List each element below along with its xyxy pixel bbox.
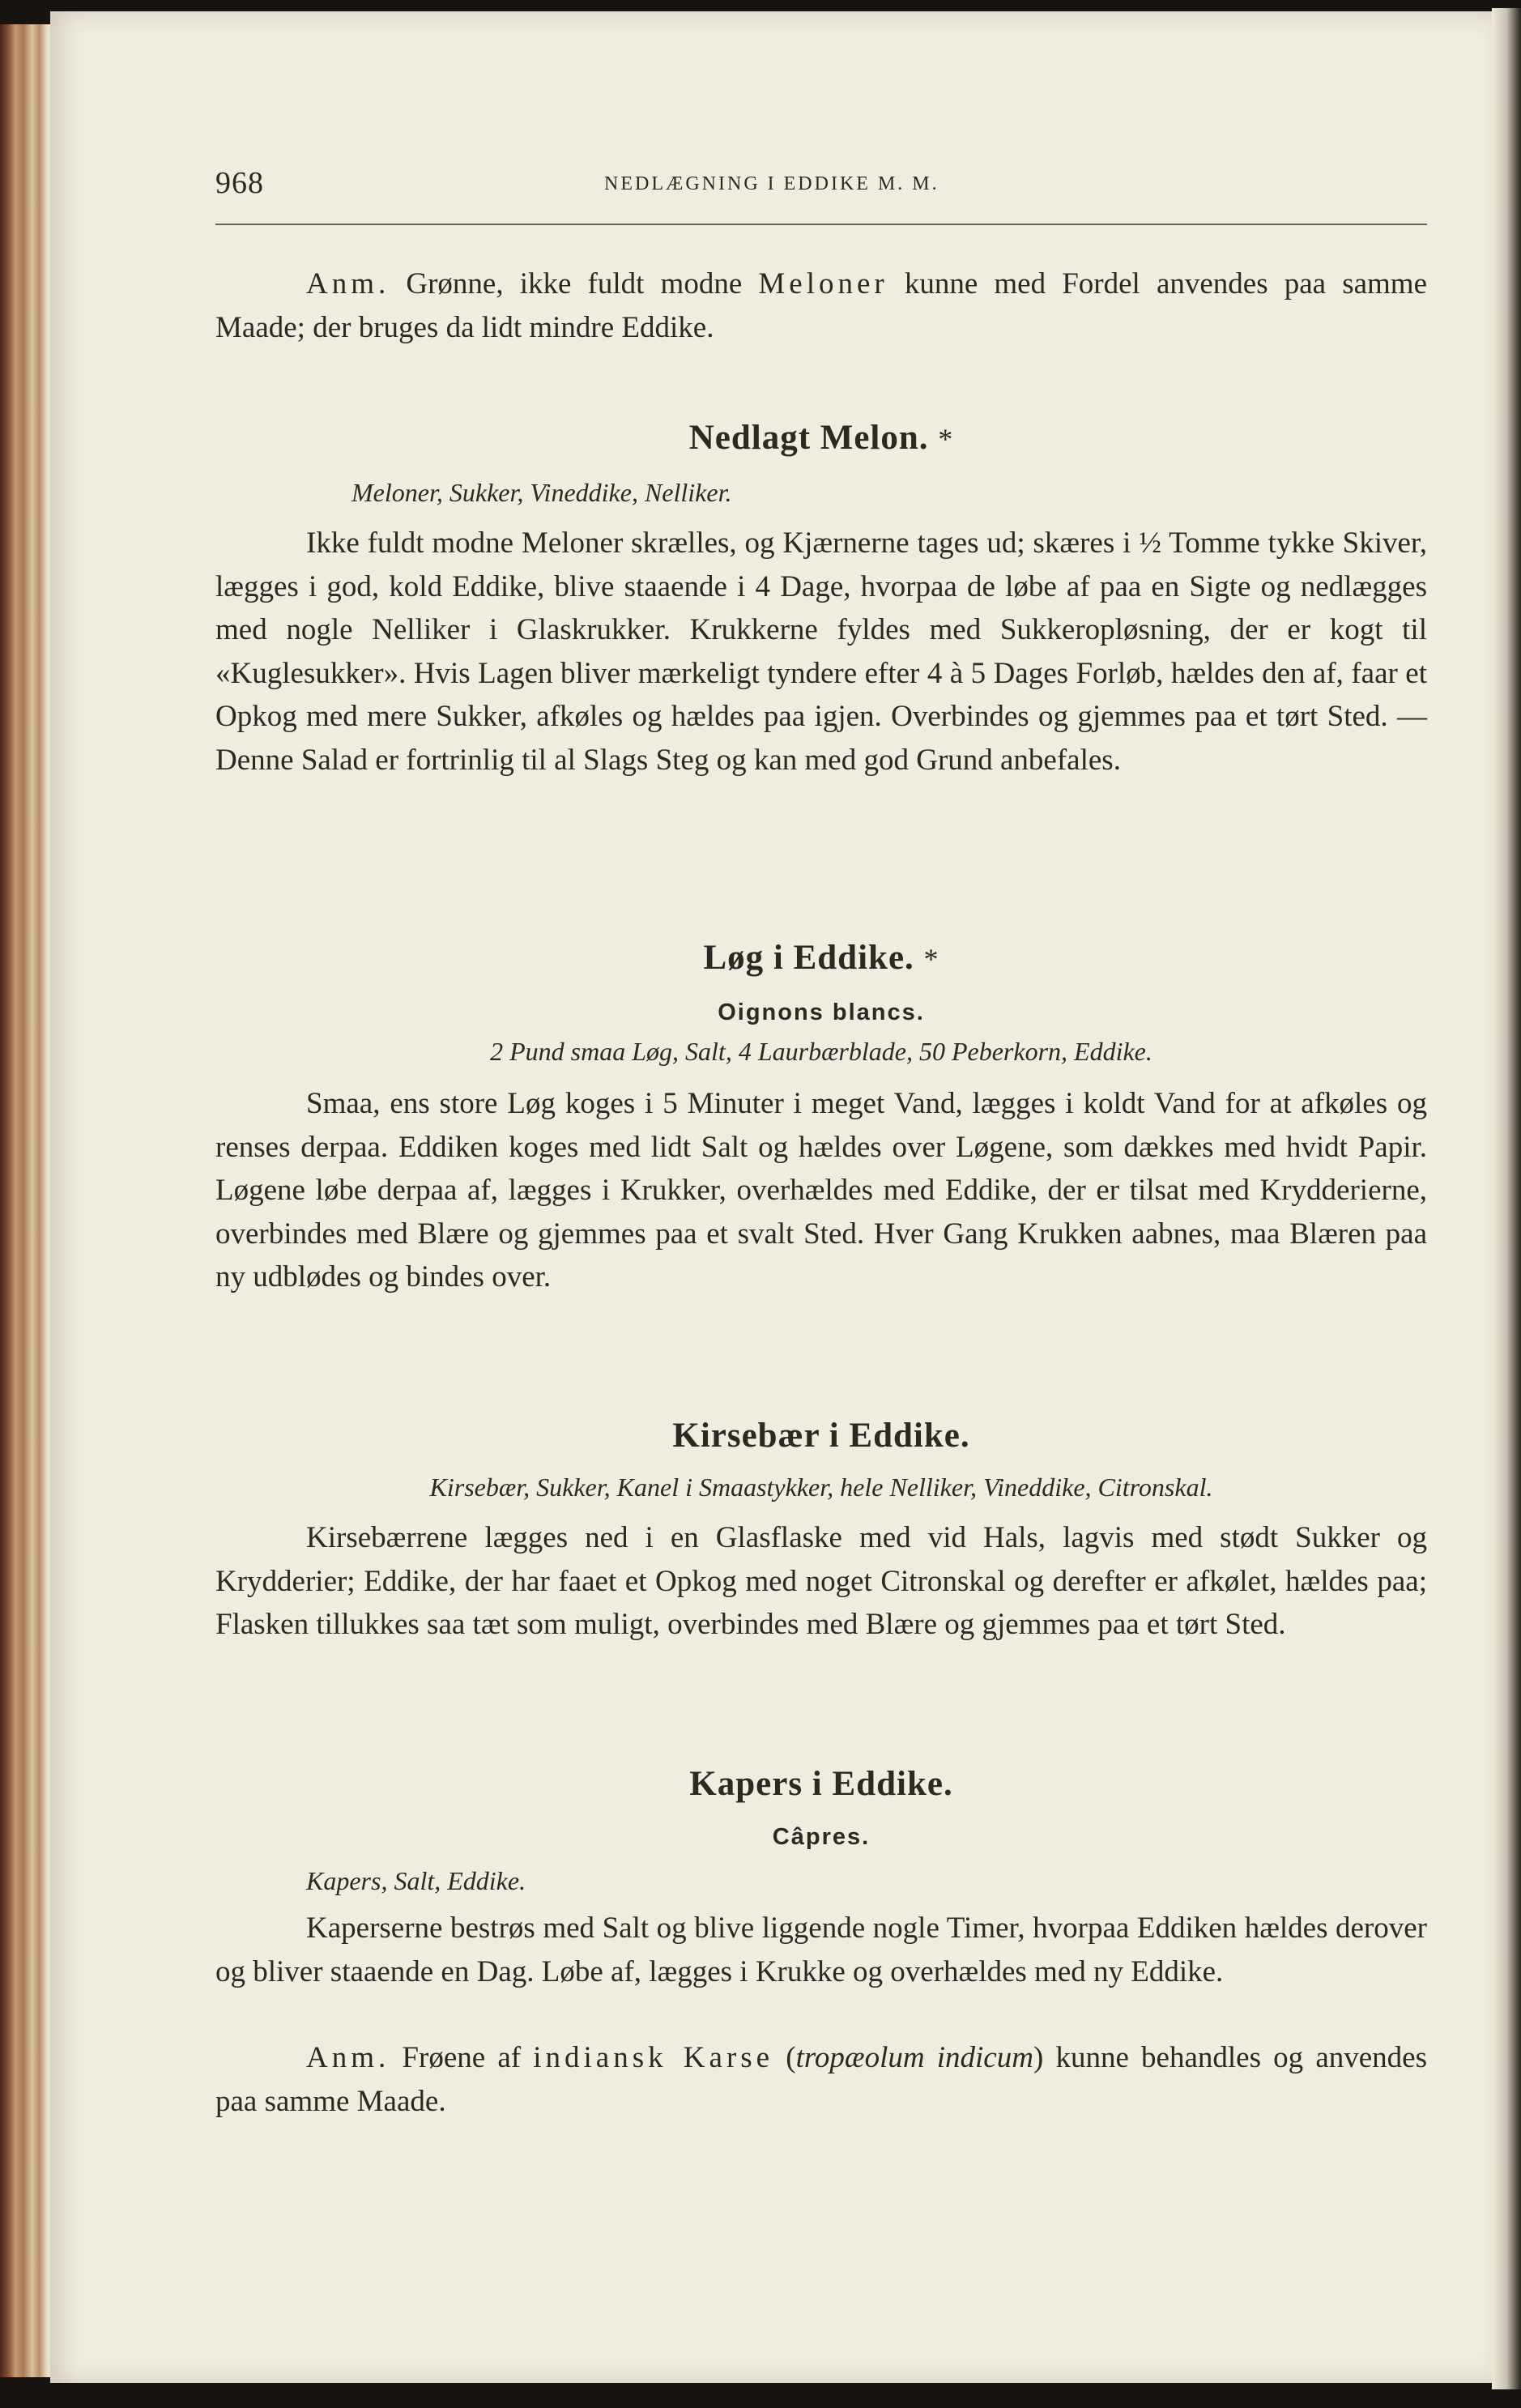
intro-note: Anm. Grønne, ikke fuldt modne Meloner kunne med Fordel anvendes paa samme Maade; der bruges da lidt mindre Eddike. bbox=[215, 267, 1428, 344]
recipe-title: Kapers i Eddike. bbox=[689, 1765, 953, 1803]
recipe-body: Ikke fuldt modne Meloner skrælles, og Kjærnerne tages ud; skæres i ½ Tomme tykke Skiver, lægges i god, kold Eddike, blive staaende i 4 Dage, hvorpaa de løbe af paa en Sigte og nedlægges med nogle Nelliker i Glaskrukker. Krukkerne fyldes med Sukkeropløsning, der er kogt til «Kuglesukker». Hvis Lagen bliver mærkeligt tyndere efter 4 à 5 Dages Forløb, hældes den af, faar et Opkog med mere Sukker, afkøles og hældes paa igjen. Overbindes og gjemmes paa et tørt Sted. — Denne Salad er fortrinlig til al Slags Steg og kan med god Grund anbefales. bbox=[215, 526, 1427, 777]
recipe-body: Smaa, ens store Løg koges i 5 Minuter i meget Vand, lægges i koldt Vand for at afkøles og renses derpaa. Eddiken koges med lidt Salt og hældes over Løgene, som dækkes med hvidt Papir. Løgene løbe derpaa af, lægges i Krukker, overhældes med Eddike, der er tilsat med Krydderierne, overbindes med Blære og gjemmes paa et svalt Sted. Hver Gang Krukken aabnes, maa Blæren paa ny udblødes og bindes over. bbox=[215, 1087, 1427, 1294]
book-spine-edge bbox=[0, 24, 52, 2377]
page-number: 968 bbox=[215, 166, 264, 200]
note-emphasis: indiansk Karse bbox=[533, 2041, 774, 2074]
running-head-title: NEDLÆGNING I EDDIKE M. M. bbox=[604, 173, 939, 194]
recipe-ingredients: 2 Pund smaa Løg, Salt, 4 Laurbærblade, 50 Peberkorn, Eddike. bbox=[490, 1037, 1152, 1066]
recipe-title: Løg i Eddike. * bbox=[703, 939, 939, 977]
final-note: Anm. Frøene af indiansk Karse (tropæolum indicum) kunne behandles og anvendes paa samme Maade. bbox=[215, 2041, 1427, 2118]
note-emphasis: Meloner bbox=[758, 267, 888, 300]
recipe-title: Nedlagt Melon. * bbox=[688, 419, 954, 457]
recipe-ingredients: Kirsebær, Sukker, Kanel i Smaastykker, hele Nelliker, Vineddike, Citronskal. bbox=[429, 1473, 1213, 1502]
recipe-body: Kaperserne bestrøs med Salt og blive liggende nogle Timer, hvorpaa Eddiken hældes derover og bliver staaende en Dag. Løbe af, lægges i Krukke og overhældes med ny Eddike. bbox=[215, 1911, 1427, 1988]
recipe-ingredients: Meloner, Sukker, Vineddike, Nelliker. bbox=[351, 478, 732, 507]
recipe-ingredients: Kapers, Salt, Eddike. bbox=[306, 1866, 526, 1895]
recipe-kapers-i-eddike bbox=[215, 1762, 1427, 1806]
recipe-body: Kirsebærrene lægges ned i en Glasflaske med vid Hals, lagvis med stødt Sukker og Krydderier; Eddike, der har faaet et Opkog med noget Citronskal og derefter er afkølet, hældes paa; Flasken tillukkes saa tæt som muligt, overbindes med Blære og gjemmes paa et tørt Sted. bbox=[215, 1521, 1427, 1641]
page-right-edge bbox=[1492, 8, 1521, 2389]
recipe-kirsebaer-i-eddike bbox=[215, 1414, 1427, 1458]
recipe-log-i-eddike bbox=[215, 936, 1427, 982]
latin-name: tropæolum indicum bbox=[795, 2041, 1033, 2074]
header-rule bbox=[215, 224, 1427, 225]
note-label: Anm. bbox=[306, 267, 390, 300]
running-head bbox=[215, 165, 1427, 202]
recipe-subtitle: Oignons blancs. bbox=[718, 999, 925, 1025]
recipe-nedlagt-melon bbox=[215, 416, 1427, 462]
recipe-title: Kirsebær i Eddike. bbox=[672, 1417, 970, 1455]
note-label: Anm. bbox=[306, 2041, 390, 2074]
recipe-subtitle: Câpres. bbox=[772, 1824, 871, 1850]
